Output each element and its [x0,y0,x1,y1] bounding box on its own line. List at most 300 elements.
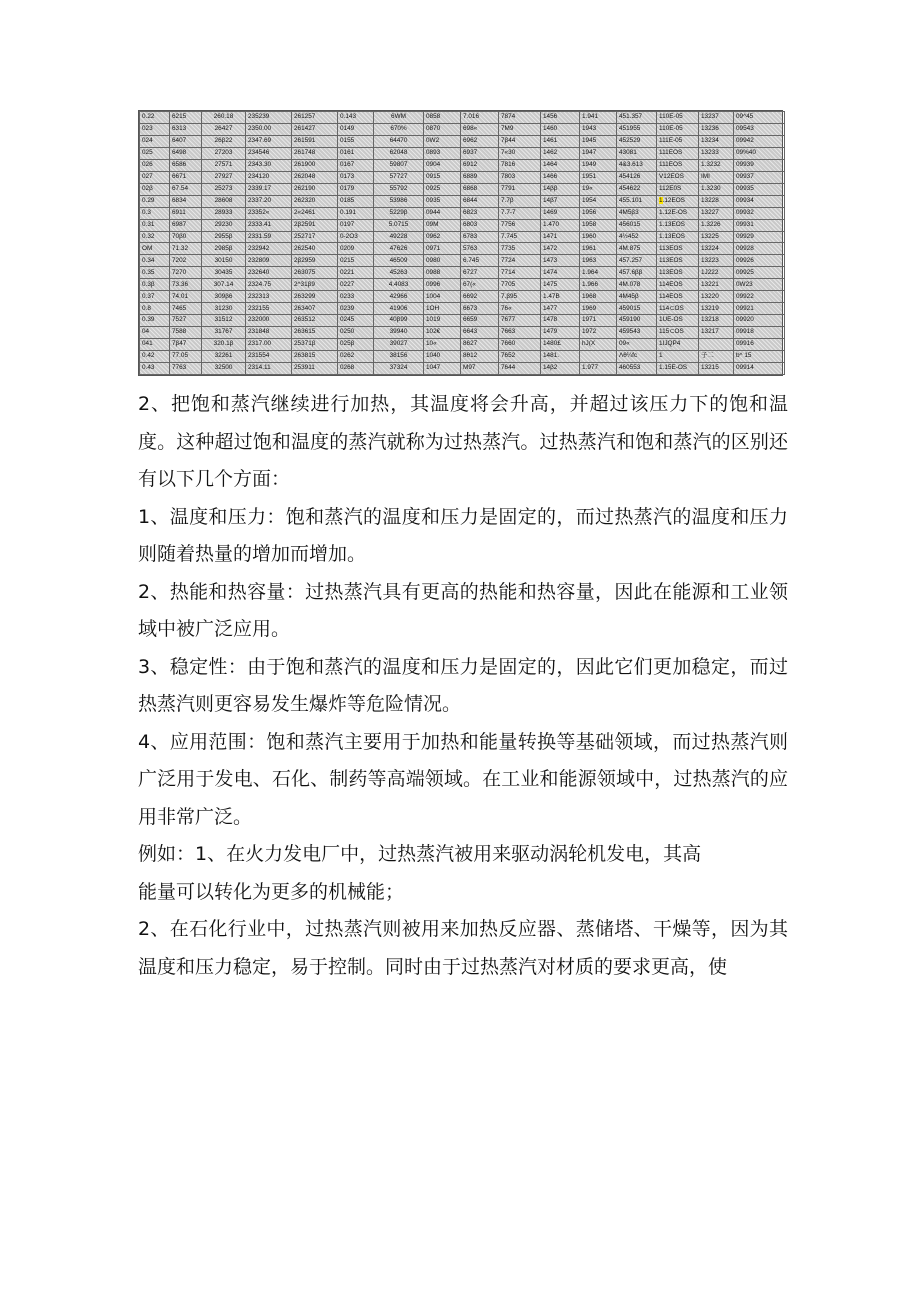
table-cell: 0-2O3 [338,231,374,243]
table-cell: 1J222 [699,267,734,279]
table-cell: 7β47 [170,339,202,351]
table-cell: 7756 [499,219,541,231]
table-cell: 70β0 [170,231,202,243]
table-cell: 6313 [170,123,202,135]
table-cell: 6783 [461,231,499,243]
table-cell: 0935 [424,195,461,207]
body-text [138,386,788,986]
table-cell: 1UE-OS [657,315,699,327]
table-cell: 13237 [699,112,734,124]
table-cell: 0161 [338,147,374,159]
table-cell: 111EOS [657,147,699,159]
table-cell: 1961 [580,243,617,255]
table-cell: 31512 [202,315,246,327]
table-cell: 27571 [202,159,246,171]
table-cell: 2985β [202,243,246,255]
table-cell: 1.3230 [699,183,734,195]
table-cell: 6844 [461,195,499,207]
table-cell: 23352« [246,207,292,219]
table-cell: 39940 [374,327,424,339]
table-cell: 1475 [541,279,580,291]
table-cell: 7735 [499,243,541,255]
table-cell: 114EOS [657,291,699,303]
table-cell: 0.42 [140,351,170,363]
table-cell: 09^45 [734,112,785,124]
table-cell: 1477 [541,303,580,315]
table-cell: 6673 [461,303,499,315]
table-cell: 1951 [580,171,617,183]
table-cell: 49228 [374,231,424,243]
table-cell: 6868 [461,183,499,195]
table-cell: 子二 [699,351,734,363]
table-cell: 1 [657,351,699,363]
table-cell: 0.43 [140,363,170,375]
table-cell: 1.47B [541,291,580,303]
table-cell: 4M.875 [617,243,657,255]
table-cell: 7714 [499,267,541,279]
table-row [140,267,785,279]
table-cell: 2343.30 [246,159,292,171]
table-cell: 0944 [424,207,461,219]
table-cell: 28608 [202,195,246,207]
table-cell: 0858 [424,112,461,124]
table-cell: 113EOS [657,267,699,279]
table-cell: 6407 [170,135,202,147]
table-cell: 6643 [461,327,499,339]
table-cell: 7.β95 [499,291,541,303]
table-cell: 0925 [424,183,461,195]
table-cell: 262540 [292,243,338,255]
table-cell: 027 [140,171,170,183]
table-cell: 0996 [424,279,461,291]
table-cell: 42966 [374,291,424,303]
table-cell: 09543 [734,123,785,135]
table-cell: 4½452 [617,231,657,243]
table-cell: 09942 [734,135,785,147]
table-cell: 0.29 [140,195,170,207]
table-cell: 261427 [292,123,338,135]
table-row [140,159,785,171]
table-cell: 1.966 [580,279,617,291]
table-cell: 6834 [170,195,202,207]
table-cell: 47626 [374,243,424,255]
table-cell: 0262 [338,351,374,363]
table-cell: 7202 [170,255,202,267]
table-cell: 73.36 [170,279,202,291]
table-row [140,303,785,315]
table-cell: 0.143 [338,112,374,124]
table-cell: 0245 [338,315,374,327]
table-cell: 28933 [202,207,246,219]
table-cell: 0.31 [140,219,170,231]
table-cell: 253911 [292,363,338,375]
table-cell: 1.977 [580,363,617,375]
table-cell: 1.13EOS [657,231,699,243]
table-row [140,123,785,135]
table-cell: 09« [617,339,657,351]
table-cell: 1972 [580,327,617,339]
table-cell: 0268 [338,363,374,375]
table-cell: 459015 [617,303,657,315]
table-cell: 09916 [734,339,785,351]
table-cell: 1.3232 [699,159,734,171]
table-cell: 1047 [424,363,461,375]
table-cell: 0.3 [140,207,170,219]
table-cell: 0185 [338,195,374,207]
table-cell: 460553 [617,363,657,375]
table-cell: 8θ12 [461,351,499,363]
table-cell: 8627 [461,339,499,351]
table-cell: 025 [140,147,170,159]
table-cell: 0167 [338,159,374,171]
table-cell: 6962 [461,135,499,147]
table-cell: 7.7β [499,195,541,207]
table-cell: 026 [140,159,170,171]
table-cell: 457.257 [617,255,657,267]
table-cell: 2β2591 [292,219,338,231]
table-cell: 7677 [499,315,541,327]
table-cell: 459543 [617,327,657,339]
table-cell: 6823 [461,207,499,219]
table-cell: 7724 [499,255,541,267]
table-cell: 0155 [338,135,374,147]
table-cell: 2β2959 [292,255,338,267]
table-cell: 67.54 [170,183,202,195]
table-cell: 260.18 [202,112,246,124]
table-cell: 112E0S [657,183,699,195]
table-cell: 0W2 [424,135,461,147]
table-cell: 262190 [292,183,338,195]
table-cell: 111E-05 [657,135,699,147]
table-cell: 1481. [541,351,580,363]
table-cell: 09%40 [734,147,785,159]
table-cell: 4&3.613 [617,159,657,171]
table-cell: 09925 [734,267,785,279]
table-cell: 6987 [170,219,202,231]
table-cell: 232640 [246,267,292,279]
table-cell [699,339,734,351]
table-cell: 76« [499,303,541,315]
table-cell [580,351,617,363]
table-cell: 19« [580,183,617,195]
table-cell: Λθ¼fc [617,351,657,363]
table-cell: 1.13EOS [657,219,699,231]
table-cell: 26β22 [202,135,246,147]
table-row [140,243,785,255]
table-cell: 4.4083 [374,279,424,291]
table-cell: 09920 [734,315,785,327]
table-cell: 234120 [246,171,292,183]
table-cell: 6803 [461,219,499,231]
table-cell: 53986 [374,195,424,207]
table-cell: 252717 [292,231,338,243]
table-cell: 0.37 [140,291,170,303]
table-cell: 1040 [424,351,461,363]
table-cell: 4M45β [617,291,657,303]
paragraph-stability: 3、稳定性：由于饱和蒸汽的温度和压力是固定的，因此它们更加稳定，而过热蒸汽则更容易发生爆炸等危险情况。 [138,655,788,715]
table-cell: 023 [140,123,170,135]
table-row [140,207,785,219]
table-cell: 0971 [424,243,461,255]
paragraph-heat-capacity: 2、热能和热容量：过热蒸汽具有更高的热能和热容量，因此在能源和工业领域中被广泛应用。 [138,580,788,640]
table-cell: 2955β [202,231,246,243]
table-cell: 0.34 [140,255,170,267]
table-cell: 0.3β [140,279,170,291]
table-cell: 09918 [734,327,785,339]
table-cell: 09939 [734,159,785,171]
table-cell: 0.191 [338,207,374,219]
table-cell: 13228 [699,195,734,207]
table-cell: 024 [140,135,170,147]
table-cell: 7652 [499,351,541,363]
table-cell: 1480£ [541,339,580,351]
table-cell: 0173 [338,171,374,183]
table-cell: 0904 [424,159,461,171]
table-cell: 232313 [246,291,292,303]
table-cell: 231848 [246,327,292,339]
table-cell: 457.6ββ [617,267,657,279]
table-cell: 09937 [734,171,785,183]
table-cell: 456015 [617,219,657,231]
table-cell: 39027 [374,339,424,351]
table-cell: 1466 [541,171,580,183]
table-cell: 7763 [170,363,202,375]
table-cell: 6692 [461,291,499,303]
table-cell: 261591 [292,135,338,147]
table-cell: 235239 [246,112,292,124]
table-cell: 09935 [734,183,785,195]
table-cell: 025β [338,339,374,351]
table-cell: 09914 [734,363,785,375]
table-cell: 6.745 [461,255,499,267]
table-cell: 7.7-7 [499,207,541,219]
table-row [140,327,785,339]
table-cell: 451955 [617,123,657,135]
table-cell: 1956 [580,207,617,219]
table-cell: 698« [461,123,499,135]
table-cell: 0.8 [140,303,170,315]
table-cell: 7.016 [461,112,499,124]
table-cell: 0988 [424,267,461,279]
table-cell: 7874 [499,112,541,124]
paragraph-application-range: 4、应用范围：饱和蒸汽主要用于加热和能量转换等基础领域，而过热蒸汽则广泛用于发电、石化、制药等高端领域。在工业和能源领域中，过热蒸汽的应用非常广泛。 [138,730,788,828]
table-cell: 0197 [338,219,374,231]
table-cell: 7663 [499,327,541,339]
table-cell: 13236 [699,123,734,135]
table-cell: 37324 [374,363,424,375]
table-cell: 1473 [541,255,580,267]
table-cell: 43081 [617,147,657,159]
table-cell: 41906 [374,303,424,315]
table-row [140,195,785,207]
table-cell: 0179 [338,183,374,195]
table-cell: 262320 [292,195,338,207]
table-cell: 6937 [461,147,499,159]
table-cell: 6659 [461,315,499,327]
steam-property-table-image [138,110,783,376]
table-cell: 1IJQP4 [657,339,699,351]
table-cell: 1971 [580,315,617,327]
table-cell: 0.22 [140,112,170,124]
table-cell: 13218 [699,315,734,327]
table-cell: 45263 [374,267,424,279]
table-cell: 7588 [170,327,202,339]
table-cell: 102€ [424,327,461,339]
table-cell: 7791 [499,183,541,195]
table-cell: 57727 [374,171,424,183]
table-cell: 1469 [541,207,580,219]
table-cell: 111EOS [657,159,699,171]
table-cell: 232155 [246,303,292,315]
table-cell: 110E-05 [657,112,699,124]
table-cell: 09932 [734,207,785,219]
table-cell: 67(« [461,279,499,291]
table-row [140,339,785,351]
table-cell: 1.941 [580,112,617,124]
table-cell: 62048 [374,147,424,159]
table-cell: 55792 [374,183,424,195]
table-cell: 6911 [170,207,202,219]
table-cell: 31230 [202,303,246,315]
table-cell: 113EOS [657,255,699,267]
table-cell: 0250 [338,327,374,339]
table-cell: 454126 [617,171,657,183]
table-cell: 1479 [541,327,580,339]
table-cell: 02β [140,183,170,195]
table-cell: 263075 [292,267,338,279]
table-cell: 59807 [374,159,424,171]
table-cell: 09M [424,219,461,231]
table-cell: OM [140,243,170,255]
table-cell: 1004 [424,291,461,303]
table-cell: 5763 [461,243,499,255]
table-cell: 1.12E-OS [657,207,699,219]
table-cell: 1.15E-OS [657,363,699,375]
table-cell: 38156 [374,351,424,363]
table-cell: 74.01 [170,291,202,303]
table-cell: 6498 [170,147,202,159]
table-cell: 13220 [699,291,734,303]
table-row [140,183,785,195]
table-cell: 77.05 [170,351,202,363]
table-cell: 1019 [424,315,461,327]
table-cell: 13217 [699,327,734,339]
table-cell: 6889 [461,171,499,183]
table-cell: 1.12EOS [657,195,699,207]
table-cell: b^ 15 [734,351,785,363]
paragraph-superheated-definition: 2、把饱和蒸汽继续进行加热，其温度将会升高，并超过该压力下的饱和温度。这种超过饱和温度的蒸汽就称为过热蒸汽。过热蒸汽和饱和蒸汽的区别还有以下几个方面： [138,393,788,490]
paragraph-example-power-plant-cont: 能量可以转化为更多的机械能； [138,880,405,903]
table-cell: 13215 [699,363,734,375]
table-cell: 13234 [699,135,734,147]
table-cell: 1462 [541,147,580,159]
table-cell: 09929 [734,231,785,243]
table-cell: 1958 [580,219,617,231]
table-cell: 14ββ [541,183,580,195]
table-cell: 2331.59 [246,231,292,243]
steam-property-table [139,111,785,375]
table-cell: 0.35 [140,267,170,279]
table-cell: 0215 [338,255,374,267]
table-cell: 6215 [170,112,202,124]
table-cell: 2333.41 [246,219,292,231]
table-cell: 13223 [699,255,734,267]
table-cell: 459190 [617,315,657,327]
table-cell: 0893 [424,147,461,159]
table-cell: 7«30 [499,147,541,159]
table-cell: 320.1β [202,339,246,351]
table-row [140,279,785,291]
table-row [140,315,785,327]
table-cell: 14β2 [541,363,580,375]
table-cell: 10« [424,339,461,351]
table-cell: 1963 [580,255,617,267]
table-cell: 64470 [374,135,424,147]
table-cell: 261900 [292,159,338,171]
table-row [140,255,785,267]
table-cell: 0980 [424,255,461,267]
table-cell: 232809 [246,255,292,267]
table-cell: 263512 [292,315,338,327]
table-cell: 1.964 [580,267,617,279]
table-cell: 232000 [246,315,292,327]
table-cell: 32261 [202,351,246,363]
table-cell: 2324.75 [246,279,292,291]
table-cell: 2^31β9 [292,279,338,291]
paragraph-example-power-plant: 例如：1、在火力发电厂中，过热蒸汽被用来驱动涡轮机发电，其高 [138,843,702,865]
table-cell: 0209 [338,243,374,255]
table-row [140,231,785,243]
table-cell: 71.32 [170,243,202,255]
table-cell: 0.32 [140,231,170,243]
table-cell: 263407 [292,303,338,315]
table-cell: 26427 [202,123,246,135]
table-cell: 27927 [202,171,246,183]
table-cell: 7465 [170,303,202,315]
table-cell: IMI [699,171,734,183]
table-cell: 1464 [541,159,580,171]
table-cell: 670% [374,123,424,135]
table-cell: 09926 [734,255,785,267]
table-cell: 40β99 [374,315,424,327]
table-row [140,351,785,363]
table-cell: 7270 [170,267,202,279]
table-cell: 0W23 [734,279,785,291]
table-cell: 2339.17 [246,183,292,195]
table-cell: 7.745 [499,231,541,243]
table-cell: 32500 [202,363,246,375]
table-cell: 13224 [699,243,734,255]
table-cell: 2314.11 [246,363,292,375]
table-cell: 1943 [580,123,617,135]
table-cell: 309β6 [202,291,246,303]
table-cell: 262048 [292,171,338,183]
table-row [140,363,785,375]
table-cell: 13233 [699,147,734,159]
table-cell: 1474 [541,267,580,279]
table-cell: 2350.00 [246,123,292,135]
table-cell: 1OH [424,303,461,315]
table-cell: 1.3226 [699,219,734,231]
table-cell: 2«2461 [292,207,338,219]
table-cell: 113EOS [657,243,699,255]
table-cell: 263815 [292,351,338,363]
table-cell: 0239 [338,303,374,315]
table-row [140,291,785,303]
table-cell: 2337.20 [246,195,292,207]
table-cell: 09928 [734,243,785,255]
table-row [140,219,785,231]
